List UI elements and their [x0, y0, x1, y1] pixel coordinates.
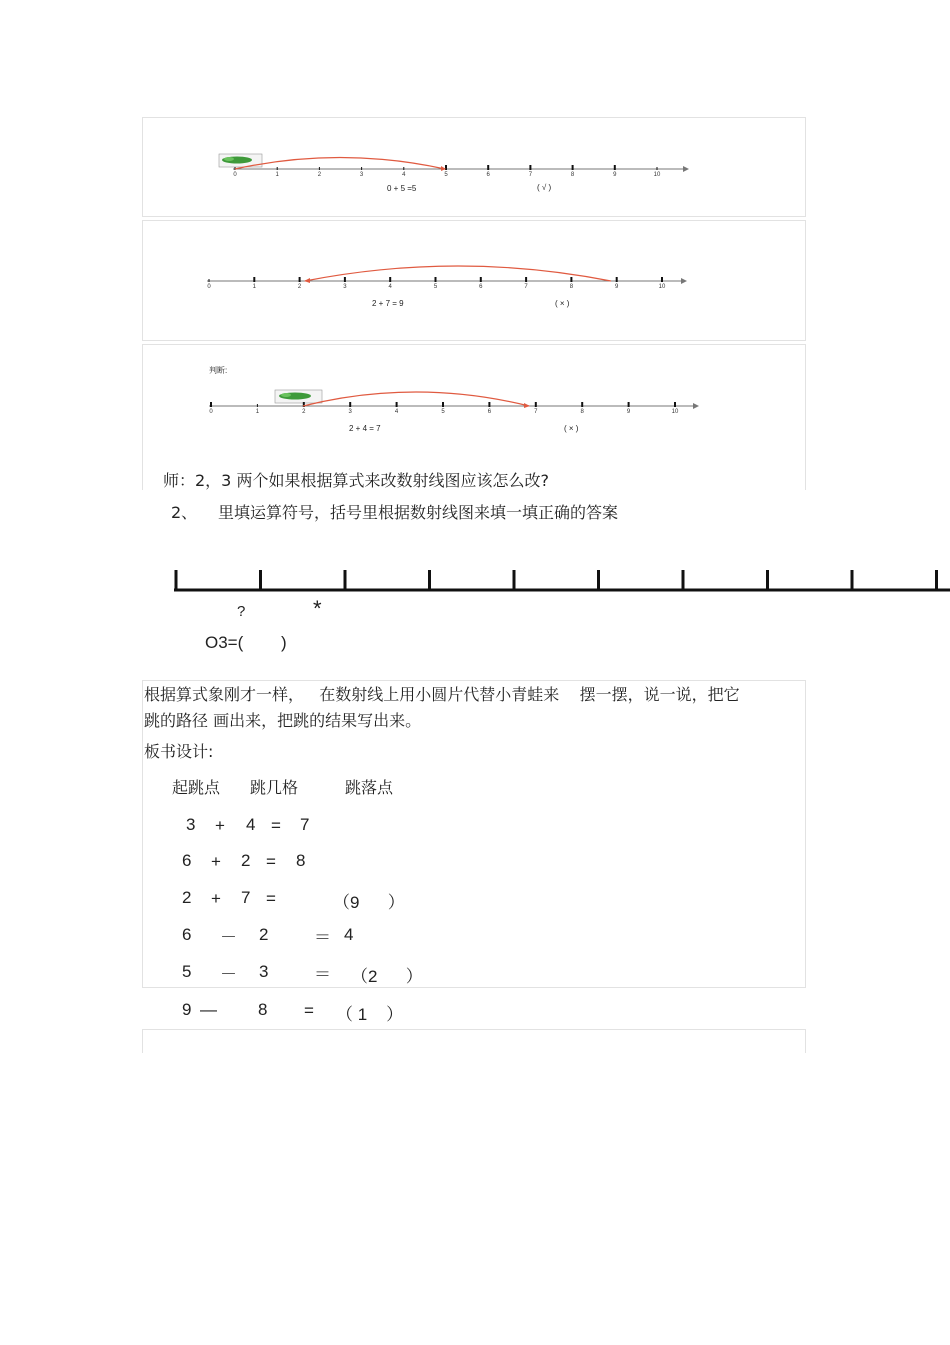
row-operator: +: [215, 816, 225, 835]
tick-label: 2: [297, 284, 302, 290]
row-result: （ 1 ）: [336, 1005, 404, 1024]
number-line-ruler: [0, 560, 950, 605]
row-start: 6: [182, 851, 192, 870]
header-jump: 跳几格: [250, 778, 299, 797]
row-equals: =: [304, 1001, 314, 1020]
row-result: （9 ）: [333, 893, 405, 912]
row-result: 7: [300, 815, 310, 834]
tick-label: 2: [317, 172, 322, 178]
row-jump: 2: [241, 851, 251, 870]
slide-1-mark: ( √ ): [537, 183, 552, 192]
slide-1-equation: 0 + 5 =5: [387, 184, 417, 193]
tick-label: 3: [348, 409, 352, 415]
tick-label: 4: [394, 409, 399, 415]
tick-label: 3: [343, 284, 347, 290]
slide-3-equation: 2 + 4 = 7: [349, 424, 381, 433]
row-start: 2: [182, 888, 192, 907]
header-land: 跳落点: [345, 778, 394, 797]
ruler-star: *: [313, 596, 322, 621]
row-jump: 4: [246, 815, 256, 834]
tick-label: 9: [615, 284, 619, 290]
header-start: 起跳点: [172, 778, 221, 797]
slide-2: [142, 220, 806, 341]
row-equals: ＝: [314, 928, 331, 947]
row-equals: =: [266, 889, 276, 908]
tick-label: 5: [441, 409, 445, 415]
slide-2-equation: 2 + 7 = 9: [372, 299, 404, 308]
row-start: 5: [182, 962, 192, 981]
tick-label: 10: [653, 172, 661, 178]
slide-3-mark: ( × ): [564, 424, 579, 433]
row-operator: －: [220, 928, 237, 947]
tick-label: 6: [487, 409, 492, 415]
row-operator: +: [211, 852, 221, 871]
jump-arc: [303, 392, 529, 406]
paragraph-line-2: 跳的路径 画出来，把跳的结果写出来。: [144, 711, 422, 730]
tick-label: 7: [534, 409, 538, 415]
jump-arc: [305, 266, 611, 281]
ruler-question-mark: ?: [237, 603, 246, 620]
number-line-diagram-1: [143, 118, 807, 218]
tick-label: 7: [524, 284, 528, 290]
row-jump: 3: [259, 962, 269, 981]
row-jump: 7: [241, 888, 251, 907]
tick-label: 3: [359, 172, 364, 178]
row-jump: 2: [259, 925, 269, 944]
tick-label: 2: [302, 409, 306, 415]
task-2-number: 2、: [171, 503, 198, 522]
tick-label: 5: [444, 172, 448, 178]
ruler-equation: O3=( ): [205, 633, 287, 652]
row-start: 6: [182, 925, 192, 944]
task-2-text: 里填运算符号，括号里根据数射线图来填一填正确的答案: [218, 503, 619, 522]
tick-label: 1: [255, 409, 260, 415]
tick-label: 6: [486, 172, 490, 178]
tick-label: 4: [402, 172, 406, 178]
tick-label: 10: [671, 409, 679, 415]
tick-label: 0: [207, 284, 211, 290]
slide-1: [142, 117, 806, 217]
tick-label: 0: [209, 409, 213, 415]
row-operator: +: [211, 889, 221, 908]
row-operator: －: [220, 965, 237, 984]
tick-label: 10: [658, 284, 666, 290]
row-start: 9: [182, 1000, 192, 1019]
paragraph-line-1: 根据算式象刚才一样， 在数射线上用小圆片代替小青蛙来 摆一摆，说一说，把它: [144, 685, 740, 704]
tick-label: 8: [570, 172, 575, 178]
teacher-question: 师：2，3 两个如果根据算式来改数射线图应该怎么改?: [163, 471, 549, 490]
row-equals: =: [266, 852, 276, 871]
row-result: （2 ）: [351, 967, 423, 986]
number-line-diagram-2: [143, 221, 807, 342]
row-result: 4: [344, 925, 354, 944]
row-jump: 8: [258, 1000, 268, 1019]
tick-label: 1: [275, 172, 279, 178]
tick-label: 6: [479, 284, 483, 290]
tick-label: 8: [569, 284, 574, 290]
row-equals: ＝: [314, 965, 331, 984]
tick-label: 7: [528, 172, 533, 178]
row-result: 8: [296, 851, 306, 870]
row-operator: —: [200, 1000, 217, 1019]
row-start: 3: [186, 815, 196, 834]
row-equals: =: [271, 816, 281, 835]
empty-slide-frame: [142, 1029, 806, 1053]
jump-arc: [235, 158, 445, 170]
tick-label: 8: [580, 409, 584, 415]
tick-label: 1: [252, 284, 256, 290]
slide-2-mark: ( × ): [555, 299, 570, 308]
tick-label: 9: [613, 172, 617, 178]
tick-label: 4: [388, 284, 392, 290]
tick-label: 0: [233, 172, 237, 178]
slide-3-label: 判断:: [209, 366, 228, 375]
board-title: 板书设计:: [144, 742, 214, 761]
tick-label: 5: [433, 284, 438, 290]
tick-label: 9: [626, 409, 631, 415]
